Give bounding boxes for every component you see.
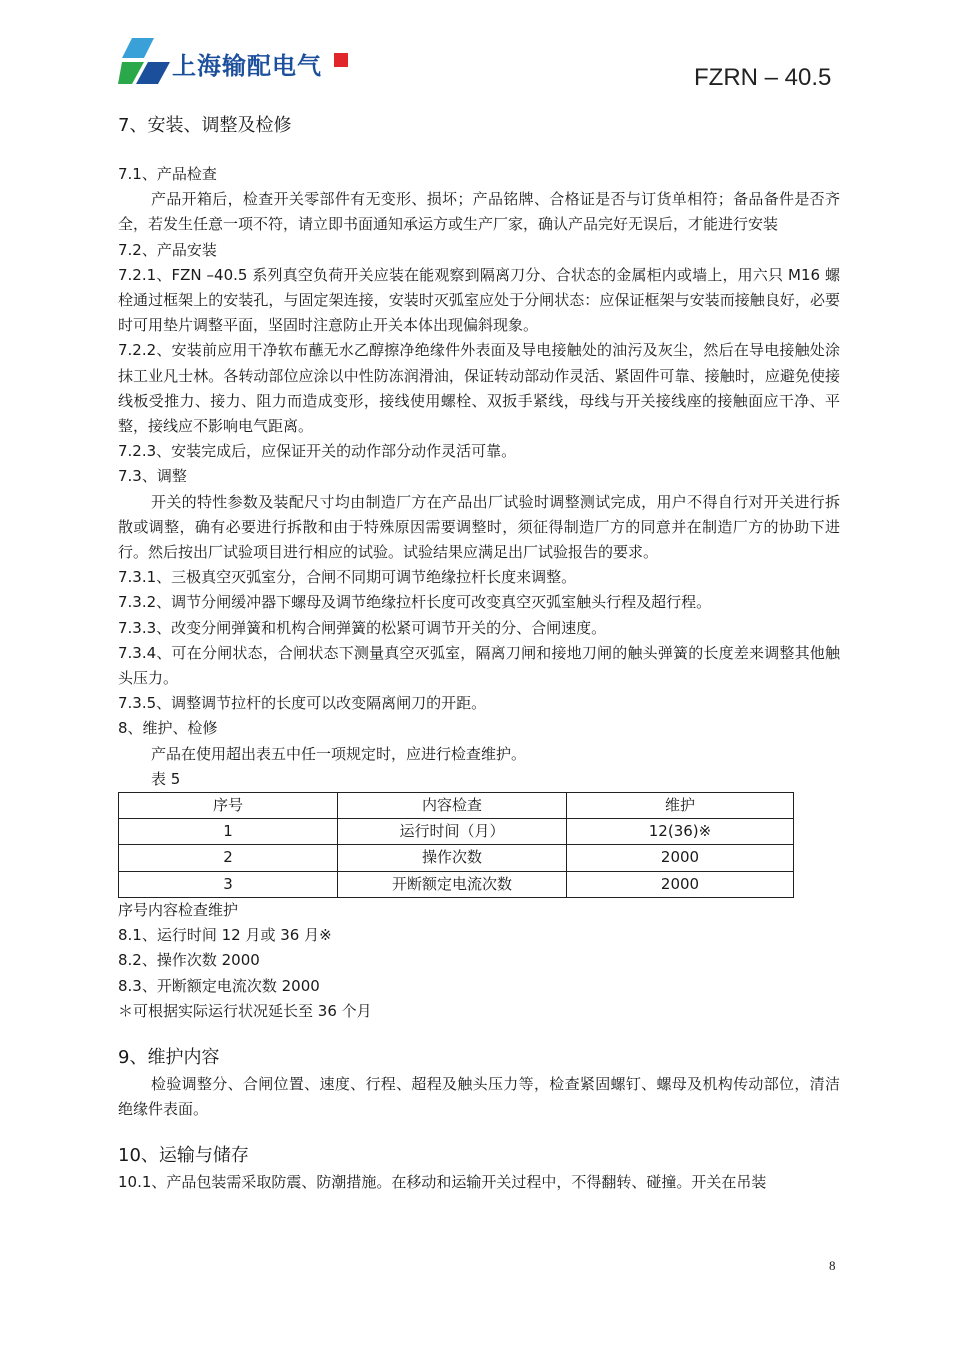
section-7-3-1: 7.3.1、三极真空灭弧室分，合闸不同期可调节绝缘拉杆长度来调整。 — [118, 568, 577, 587]
section-7-title: 7、安装、调整及检修 — [118, 115, 292, 136]
table-caption: 表 5 — [151, 769, 181, 788]
section-7-1-title: 7.1、产品检查 — [118, 165, 217, 183]
page-number: 8 — [829, 1258, 836, 1273]
table-cell: 运行时间（月） — [338, 819, 567, 845]
section-10-1: 10.1、产品包装需采取防震、防潮措施。在移动和运输开关过程中，不得翻转、碰撞。开关在吊装 — [118, 1173, 767, 1192]
table-row — [119, 845, 794, 871]
section-8-body: 产品在使用超出表五中任一项规定时，应进行检查维护。 — [151, 744, 527, 763]
table-cell: 2000 — [567, 871, 794, 897]
logo-red-square — [334, 53, 348, 67]
section-7-2-2: 7.2.2、安装前应用干净软布蘸无水乙醇擦净绝缘件外表面及导电接触处的油污及灰尘，然后在导电接触处涂抹工业凡士林。各转动部位应涂以中性防冻润滑油，保证转动部动作灵活、紧固件可靠、接触时，应避免使接线板受推力、接力、阻力而造成变形，接线使用螺栓、双扳手紧线，母线与开关接线座的接触面应干净、平整，接线应不影响电气距离。 — [118, 341, 840, 436]
table-cell: 2000 — [567, 845, 794, 871]
section-9-title: 9、维护内容 — [118, 1046, 220, 1068]
company-name: 上海输配电气 — [172, 52, 322, 80]
logo-mark-icon — [118, 38, 174, 88]
table-header-cell: 内容检查 — [338, 793, 567, 819]
section-7-3-3: 7.3.3、改变分闸弹簧和机构合闸弹簧的松紧可调节开关的分、合闸速度。 — [118, 618, 607, 637]
table-header-cell: 序号 — [119, 793, 338, 819]
section-7-2-title: 7.2、产品安装 — [118, 240, 217, 259]
model-number: FZRN – 40.5 — [694, 64, 832, 91]
table-row — [119, 819, 794, 845]
table-header-cell: 维护 — [567, 793, 794, 819]
footnote: ＊可根据实际运行状况延长至 36 个月 — [118, 1001, 372, 1020]
section-7-3-title: 7.3、调整 — [118, 467, 187, 486]
section-9-body: 检验调整分、合闸位置、速度、行程、超程及触头压力等，检查紧固螺钉、螺母及机构传动部位，清洁绝缘件表面。 — [118, 1074, 840, 1119]
section-7-1-body: 产品开箱后，检查开关零部件有无变形、损坏；产品铭牌、合格证是否与订货单相符；备品备件是否齐全，若发生任意一项不符，请立即书面通知承运方或生产厂家，确认产品完好无误后，才能进行安装 — [118, 190, 840, 234]
section-10-title: 10、运输与储存 — [118, 1145, 249, 1167]
after-table-text: 序号内容检查维护 — [118, 900, 239, 919]
table-cell: 12(36)※ — [567, 819, 794, 845]
section-7-3-body: 开关的特性参数及装配尺寸均由制造厂方在产品出厂试验时调整测试完成，用户不得自行对开关进行拆散或调整，确有必要进行拆散和由于特殊原因需要调整时，须征得制造厂方的同意并在制造厂方的协助下进行。然后按出厂试验项目进行相应的试验。试验结果应满足出厂试验报告的要求。 — [118, 492, 840, 562]
section-7-2-3: 7.2.3、安装完成后，应保证开关的动作部分动作灵活可靠。 — [118, 442, 517, 461]
section-7-3-4: 7.3.4、可在分闸状态，合闸状态下测量真空灭弧室，隔离刀闸和接地刀闸的触头弹簧的长度差来调整其他触头压力。 — [118, 643, 840, 688]
table-cell: 2 — [119, 845, 338, 871]
table-cell: 操作次数 — [338, 845, 567, 871]
table-header-row — [119, 793, 794, 819]
section-7-2-1: 7.2.1、FZN –40.5 系列真空负荷开关应装在能观察到隔离刀分、合状态的金属柜内或墙上，用六只 M16 螺栓通过框架上的安装孔，与固定架连接，安装时灭弧室应处于分闸状态：应保证框架与安装而接触良好，必要时可用垫片调整平面，坚固时注意防止开关本体出现偏斜现象。 — [118, 265, 840, 335]
section-8-3: 8.3、开断额定电流次数 2000 — [118, 976, 320, 995]
maintenance-table — [118, 792, 794, 898]
page-content — [118, 112, 840, 1196]
section-8-1: 8.1、运行时间 12 月或 36 月※ — [118, 926, 332, 945]
table-cell: 3 — [119, 871, 338, 897]
section-7-3-2: 7.3.2、调节分闸缓冲器下螺母及调节绝缘拉杆长度可改变真空灭弧室触头行程及超行程。 — [118, 593, 712, 612]
section-8-2: 8.2、操作次数 2000 — [118, 951, 260, 970]
table-cell: 1 — [119, 819, 338, 845]
table-row — [119, 871, 794, 897]
section-8-title: 8、维护、检修 — [118, 719, 218, 738]
company-logo — [118, 38, 358, 88]
table-cell: 开断额定电流次数 — [338, 871, 567, 897]
section-7-3-5: 7.3.5、调整调节拉杆的长度可以改变隔离闸刀的开距。 — [118, 694, 487, 713]
